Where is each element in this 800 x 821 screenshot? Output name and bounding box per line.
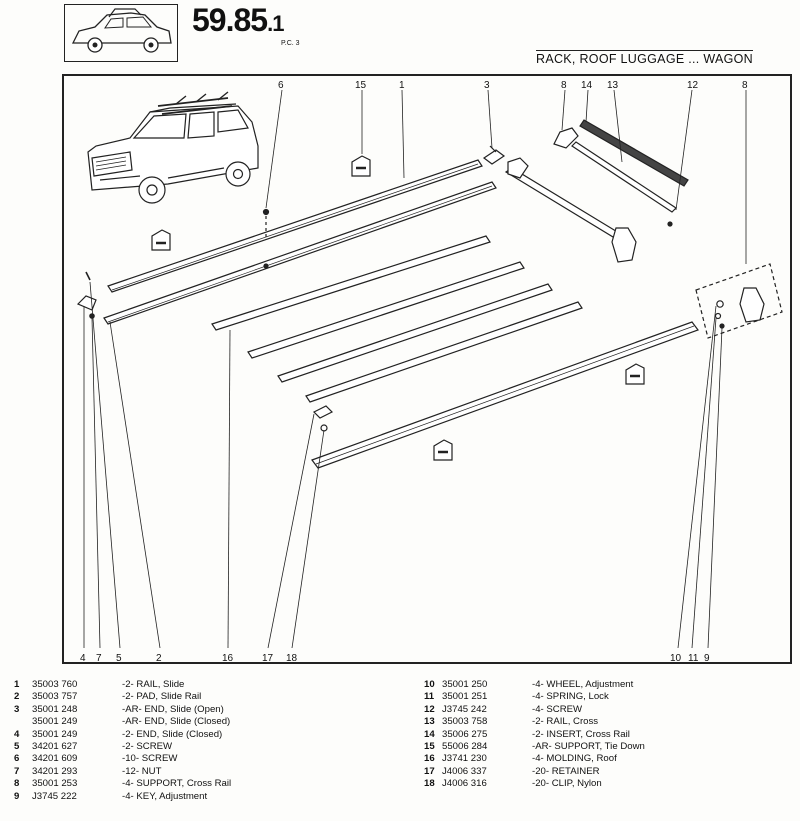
lock-spring-11 bbox=[716, 314, 721, 319]
page-code: P.C. 3 bbox=[281, 40, 300, 47]
parts-row: 7 34201 293 -12- NUT bbox=[14, 765, 162, 777]
parts-row: 5 34201 627 -2- SCREW bbox=[14, 740, 173, 752]
adjustment-key-9 bbox=[720, 324, 724, 328]
parts-row: 3 35001 248 -AR- END, Slide (Open) bbox=[14, 703, 224, 715]
wagon-illustration bbox=[88, 92, 258, 203]
callout-12: 12 bbox=[687, 80, 699, 91]
screw-5 bbox=[86, 272, 90, 280]
parts-row: 11 35001 251 -4- SPRING, Lock bbox=[424, 691, 609, 703]
parts-row: 1 35003 760 -2- RAIL, Slide bbox=[14, 679, 185, 690]
tie-down-support-mid bbox=[626, 364, 644, 384]
callout-5: 5 bbox=[116, 653, 122, 664]
callout-2: 2 bbox=[156, 653, 162, 664]
parts-row: 35001 249 -AR- END, Slide (Closed) bbox=[32, 716, 231, 728]
parts-row: 12 J3745 242 -4- SCREW bbox=[424, 703, 583, 715]
roof-molding-16-a bbox=[212, 236, 490, 330]
parts-row: 16 J3741 230 -4- MOLDING, Roof bbox=[424, 753, 617, 765]
parts-list-left bbox=[14, 679, 231, 803]
page-number-suffix: .1 bbox=[267, 11, 284, 36]
adjustment-wheel-10 bbox=[717, 301, 723, 307]
parts-row: 10 35001 250 -4- WHEEL, Adjustment bbox=[424, 679, 634, 690]
callout-3: 3 bbox=[484, 80, 490, 91]
callout-16: 16 bbox=[222, 653, 234, 664]
cross-rail-insert-14 bbox=[580, 120, 688, 186]
cross-rail-13-front bbox=[506, 168, 624, 240]
parts-row: 4 35001 249 -2- END, Slide (Closed) bbox=[14, 728, 223, 740]
parts-row: 2 35003 757 -2- PAD, Slide Rail bbox=[14, 691, 202, 703]
callout-14: 14 bbox=[581, 80, 593, 91]
callout-8-top: 8 bbox=[561, 80, 567, 91]
parts-row: 14 35006 275 -2- INSERT, Cross Rail bbox=[424, 728, 630, 740]
page-number: 59.85.1 bbox=[192, 2, 284, 38]
cross-rail-support-detail bbox=[740, 288, 764, 322]
section-title: RACK, ROOF LUGGAGE ... WAGON bbox=[536, 52, 753, 66]
callout-7: 7 bbox=[96, 653, 102, 664]
tie-down-support-left bbox=[152, 230, 170, 250]
adjustment-detail-box bbox=[696, 264, 782, 338]
screw-12 bbox=[668, 222, 672, 226]
parts-row: 17 J4006 337 -20- RETAINER bbox=[424, 765, 600, 777]
parts-row: 6 34201 609 -10- SCREW bbox=[14, 753, 178, 765]
tie-down-support-lower bbox=[434, 440, 452, 460]
retainer-17 bbox=[314, 406, 332, 418]
tie-down-support-15 bbox=[352, 156, 370, 176]
callout-18: 18 bbox=[286, 653, 298, 664]
cross-rail-13 bbox=[572, 142, 676, 212]
cross-rail-support-end bbox=[612, 228, 636, 262]
parts-row: 13 35003 758 -2- RAIL, Cross bbox=[424, 716, 599, 728]
callout-17: 17 bbox=[262, 653, 274, 664]
parts-row: 18 J4006 316 -20- CLIP, Nylon bbox=[424, 778, 602, 790]
nut-7 bbox=[90, 314, 94, 318]
slide-end-3 bbox=[484, 150, 504, 164]
callout-4: 4 bbox=[80, 653, 86, 664]
cross-rail-support-8 bbox=[508, 158, 528, 178]
callout-6: 6 bbox=[278, 80, 284, 91]
callout-10: 10 bbox=[670, 653, 682, 664]
parts-row: 9 J3745 222 -4- KEY, Adjustment bbox=[14, 790, 208, 802]
callout-1: 1 bbox=[399, 80, 405, 91]
parts-list-right bbox=[424, 679, 645, 791]
callout-9: 9 bbox=[704, 653, 710, 664]
parts-row: 15 55006 284 -AR- SUPPORT, Tie Down bbox=[424, 740, 645, 752]
callout-11: 11 bbox=[688, 653, 699, 664]
callout-8-right: 8 bbox=[742, 80, 748, 91]
parts-row: 8 35001 253 -4- SUPPORT, Cross Rail bbox=[14, 778, 232, 790]
slide-end-4 bbox=[78, 296, 96, 310]
callout-15: 15 bbox=[355, 80, 367, 91]
callout-13: 13 bbox=[607, 80, 619, 91]
